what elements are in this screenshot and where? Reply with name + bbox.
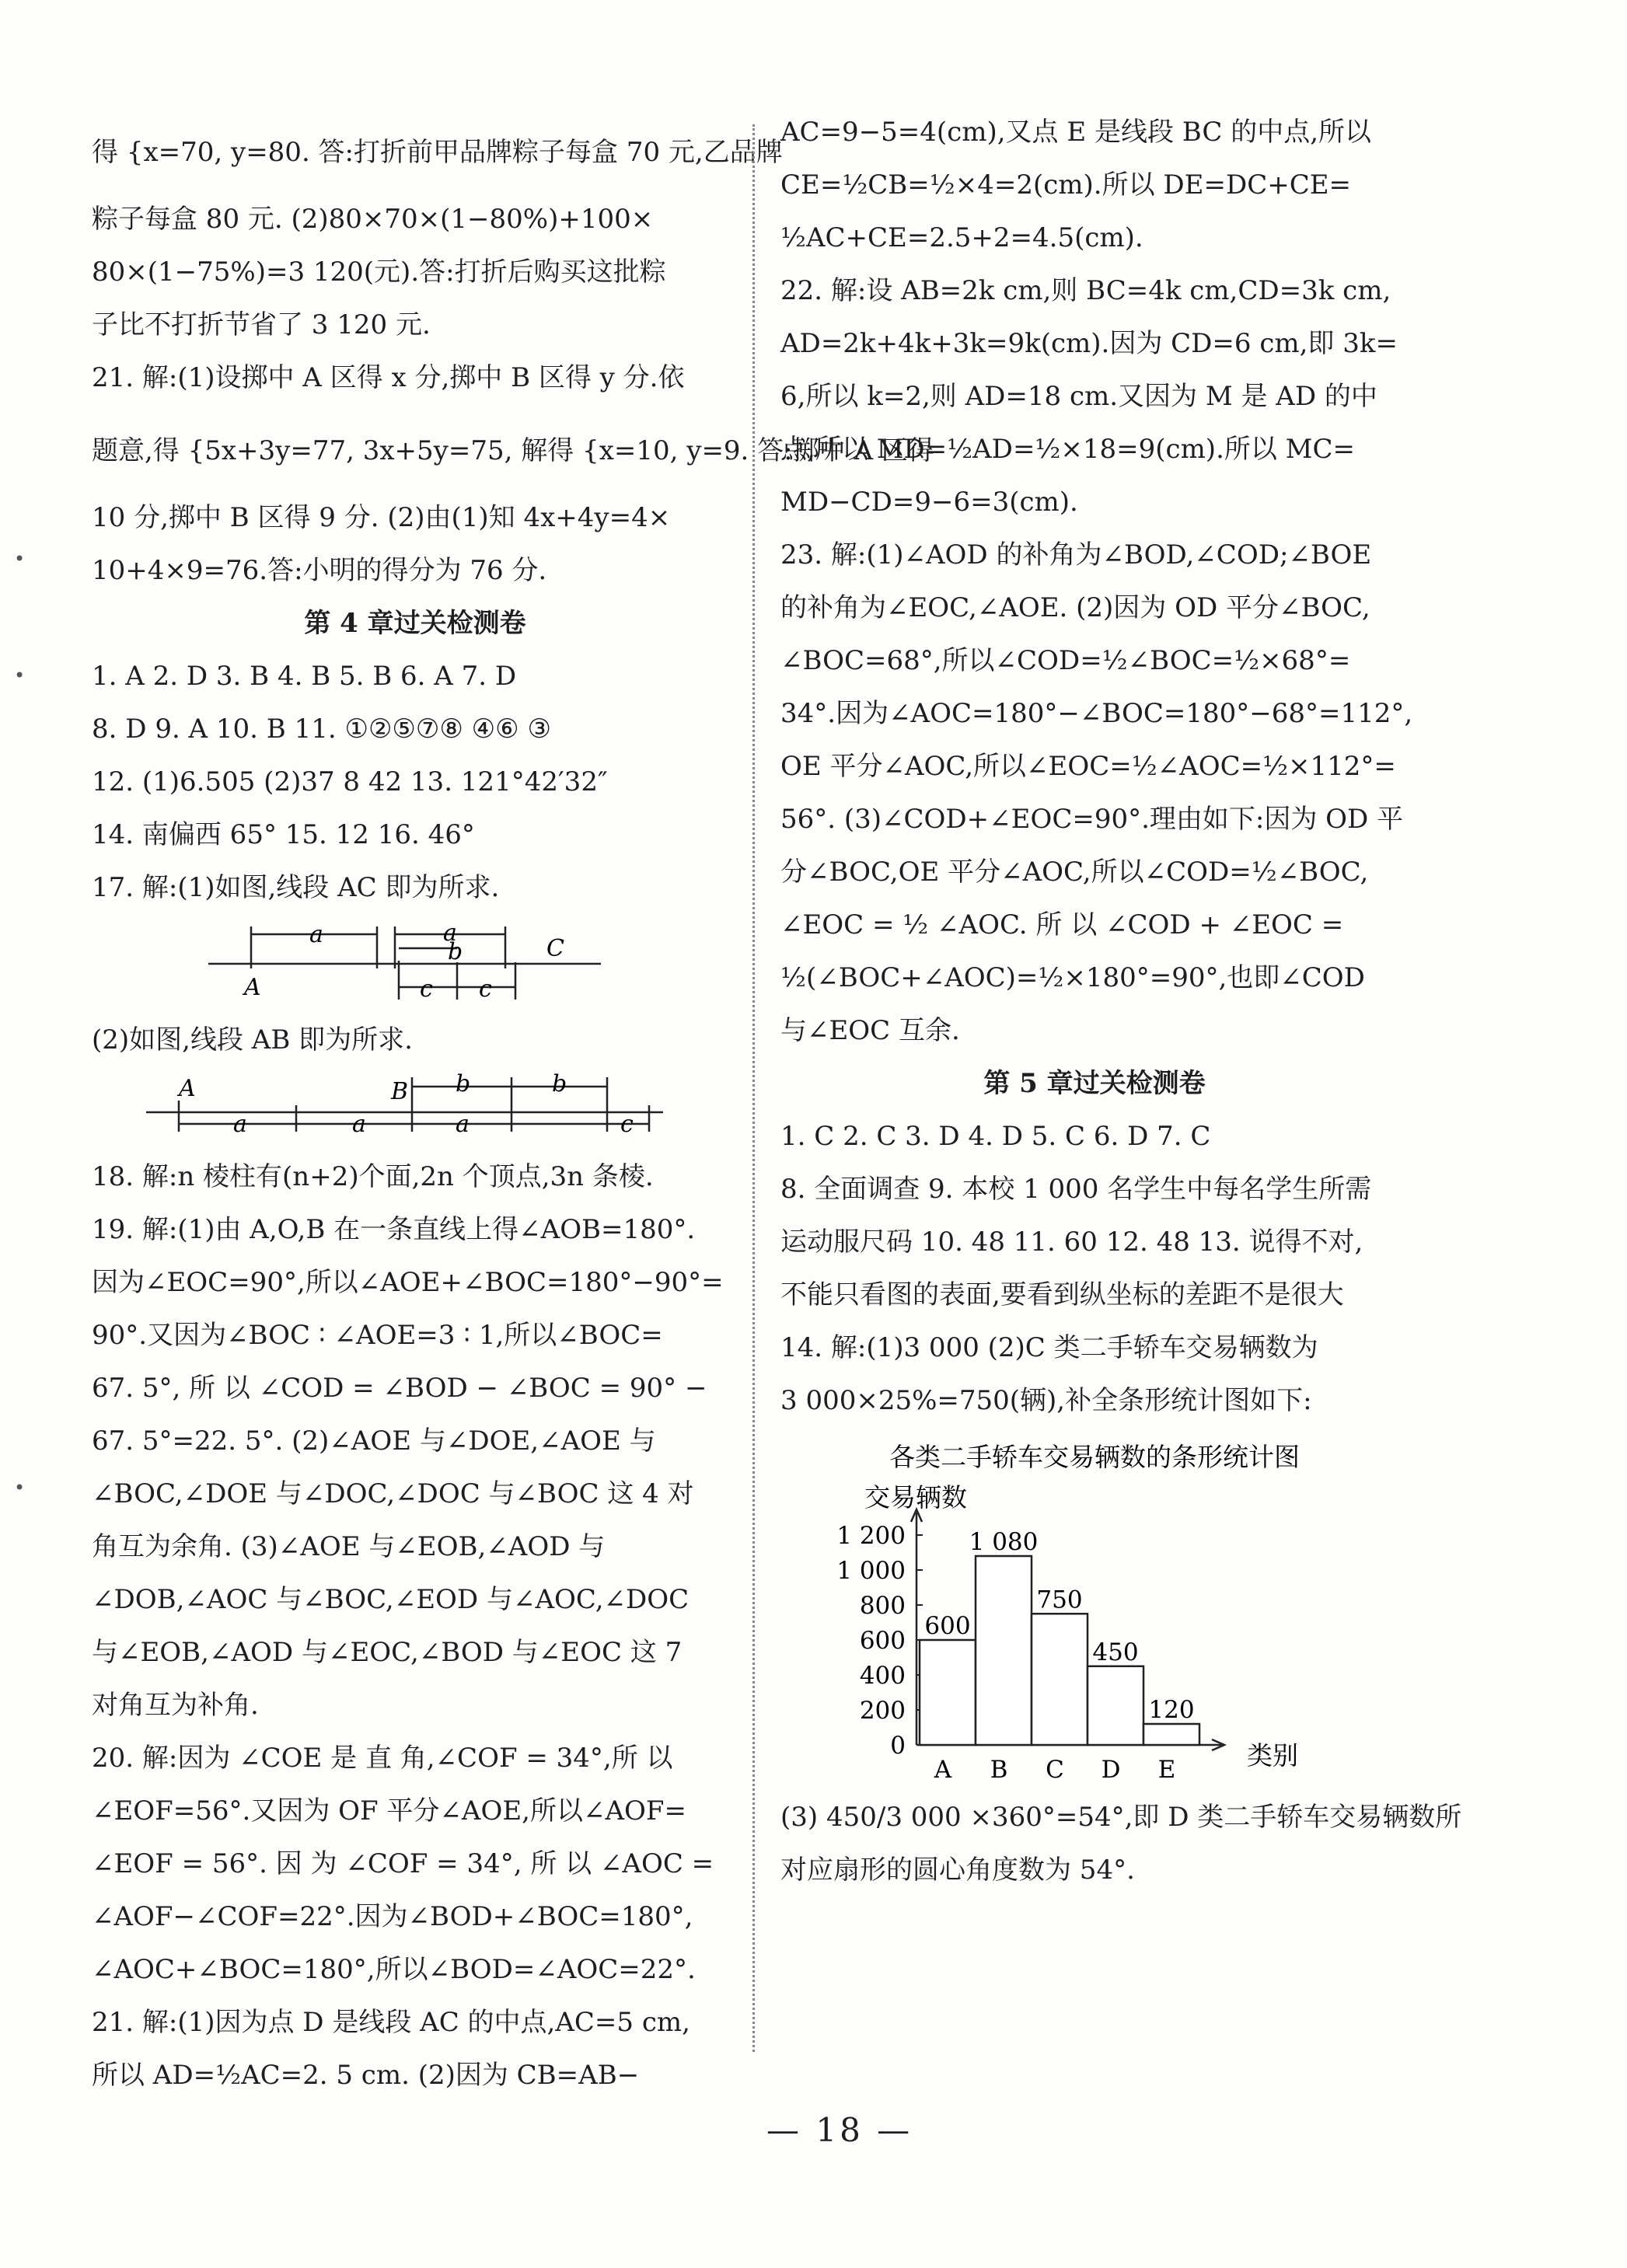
- text-line: 得 {x=70, y=80. 答:打折前甲品牌粽子每盒 70 元,乙品牌: [92, 137, 783, 168]
- text-line: (2)如图,线段 AB 即为所求.: [92, 1024, 413, 1055]
- text-line: ∠AOF−∠COF=22°.因为∠BOD+∠BOC=180°,: [92, 1901, 693, 1932]
- text-line: 34°.因为∠AOC=180°−∠BOC=180°−68°=112°,: [780, 698, 1413, 729]
- text-line: ½(∠BOC+∠AOC)=½×180°=90°,也即∠COD: [780, 962, 1365, 993]
- text-line: CE=½CB=½×4=2(cm).所以 DE=DC+CE=: [780, 169, 1352, 201]
- y-tick-label: 0: [890, 1732, 906, 1760]
- fig1-label: a: [309, 921, 323, 948]
- fig1-label: A: [244, 974, 261, 1001]
- text-line: 题意,得 {5x+3y=77, 3x+5y=75, 解得 {x=10, y=9. 答:掷中 A 区得: [92, 435, 934, 466]
- answer-line: 运动服尺码 10. 48 11. 60 12. 48 13. 说得不对,: [780, 1226, 1363, 1258]
- text-line: 22. 解:设 AB=2k cm,则 BC=4k cm,CD=3k cm,: [780, 275, 1391, 306]
- chart-marks: [920, 1528, 1199, 1784]
- text-line: 6,所以 k=2,则 AD=18 cm.又因为 M 是 AD 的中: [780, 381, 1377, 412]
- text-line: 粽子每盒 80 元. (2)80×70×(1−80%)+100×: [92, 204, 654, 235]
- text-line: 子比不打折节省了 3 120 元.: [92, 309, 431, 340]
- column-divider: [752, 124, 755, 2052]
- text-line: 角互为余角. (3)∠AOE 与∠EOB,∠AOD 与: [92, 1531, 606, 1562]
- text-line: 18. 解:n 棱柱有(n+2)个面,2n 个顶点,3n 条棱.: [92, 1161, 654, 1192]
- fig2-label: a: [352, 1111, 366, 1138]
- fig1-label: b: [448, 938, 463, 965]
- y-tick-label: 600: [859, 1627, 906, 1655]
- margin-dot: •: [14, 665, 26, 686]
- answer-line: 1. A 2. D 3. B 4. B 5. B 6. A 7. D: [92, 661, 517, 692]
- text-line: 3 000×25%=750(辆),补全条形统计图如下:: [780, 1385, 1312, 1416]
- segment-figure-2-svg: [92, 1070, 738, 1139]
- x-tick-label: A: [934, 1756, 952, 1784]
- text-line: 17. 解:(1)如图,线段 AC 即为所求.: [92, 872, 500, 903]
- bar-chart-svg: [780, 1438, 1409, 1784]
- text-line: 的补角为∠EOC,∠AOE. (2)因为 OD 平分∠BOC,: [780, 592, 1370, 623]
- answer-line: 8. D 9. A 10. B 11. ①②⑤⑦⑧ ④⑥ ③: [92, 714, 551, 745]
- bar-value-label: 120: [1148, 1696, 1195, 1724]
- right-column: [780, 117, 1462, 1907]
- bar-value-label: 750: [1036, 1586, 1083, 1614]
- text-line: 90°.又因为∠BOC ∶ ∠AOE=3 ∶ 1,所以∠BOC=: [92, 1320, 663, 1351]
- fig2-label: a: [456, 1111, 470, 1138]
- page-number: — 18 —: [766, 2111, 913, 2149]
- fig2-label: c: [620, 1111, 634, 1138]
- text-line: 21. 解:(1)设掷中 A 区得 x 分,掷中 B 区得 y 分.依: [92, 362, 685, 393]
- bar-E: [1143, 1724, 1199, 1745]
- text-line: (3) 450/3 000 ×360°=54°,即 D 类二手轿车交易辆数所: [780, 1802, 1462, 1833]
- text-line: AD=2k+4k+3k=9k(cm).因为 CD=6 cm,即 3k=: [780, 328, 1398, 359]
- margin-dot: •: [14, 1477, 26, 1499]
- x-tick-label: C: [1046, 1756, 1064, 1784]
- y-tick-label: 1 200: [836, 1522, 906, 1550]
- fig1-label: c: [479, 975, 492, 1003]
- answer-line: 14. 南偏西 65° 15. 12 16. 46°: [92, 819, 475, 850]
- y-tick-label: 200: [859, 1697, 906, 1725]
- bar-A: [920, 1640, 976, 1745]
- fig2-label: A: [179, 1075, 196, 1102]
- text-line: 与∠EOB,∠AOD 与∠EOC,∠BOD 与∠EOC 这 7: [92, 1637, 683, 1668]
- text-line: 对应扇形的圆心角度数为 54°.: [780, 1855, 1135, 1886]
- text-line: 点,所以 MD=½AD=½×18=9(cm).所以 MC=: [780, 434, 1356, 465]
- text-line: 10 分,掷中 B 区得 9 分. (2)由(1)知 4x+4y=4×: [92, 502, 671, 533]
- fig1-label: a: [443, 919, 457, 947]
- chart-x-axis-label: 类别: [1247, 1740, 1298, 1771]
- text-line: ∠BOC=68°,所以∠COD=½∠BOC=½×68°=: [780, 645, 1351, 676]
- bar-chart: [780, 1438, 1409, 1784]
- fig2-label: a: [233, 1111, 247, 1138]
- text-line: 56°. (3)∠COD+∠EOC=90°.理由如下:因为 OD 平: [780, 804, 1404, 835]
- fig2-label: B: [391, 1078, 409, 1105]
- text-line: AC=9−5=4(cm),又点 E 是线段 BC 的中点,所以: [780, 117, 1372, 148]
- fig1-label: c: [420, 975, 433, 1003]
- answer-line: 1. C 2. C 3. D 4. D 5. C 6. D 7. C: [780, 1121, 1211, 1152]
- text-line: ∠BOC,∠DOE 与∠DOC,∠DOC 与∠BOC 这 4 对: [92, 1478, 694, 1509]
- bar-value-label: 450: [1092, 1638, 1139, 1666]
- fig2-label: b: [552, 1070, 567, 1097]
- text-line: ∠EOF=56°.又因为 OF 平分∠AOE,所以∠AOF=: [92, 1795, 686, 1827]
- text-line: MD−CD=9−6=3(cm).: [780, 487, 1078, 518]
- text-line: 因为∠EOC=90°,所以∠AOE+∠BOC=180°−90°=: [92, 1267, 724, 1298]
- y-tick-label: 800: [859, 1592, 906, 1620]
- text-line: ∠DOB,∠AOC 与∠BOC,∠EOD 与∠AOC,∠DOC: [92, 1584, 690, 1615]
- y-tick-label: 400: [859, 1662, 906, 1690]
- text-line: 与∠EOC 互余.: [780, 1015, 960, 1046]
- text-line: 分∠BOC,OE 平分∠AOC,所以∠COD=½∠BOC,: [780, 857, 1369, 888]
- answer-line: 8. 全面调查 9. 本校 1 000 名学生中每名学生所需: [780, 1174, 1372, 1205]
- text-line: 10+4×9=76.答:小明的得分为 76 分.: [92, 555, 547, 586]
- x-tick-label: D: [1101, 1756, 1121, 1784]
- bar-D: [1088, 1666, 1143, 1745]
- y-tick-label: 1 000: [836, 1557, 906, 1585]
- margin-dot: •: [14, 548, 26, 570]
- fig2-label: b: [456, 1070, 471, 1097]
- answer-line: 12. (1)6.505 (2)37 8 42 13. 121°42′32″: [92, 766, 608, 797]
- bar-C: [1032, 1614, 1088, 1745]
- segment-figure-1-svg: [92, 919, 738, 1003]
- chart-y-axis-label: 交易辆数: [864, 1482, 967, 1513]
- text-line: 所以 AD=½AC=2. 5 cm. (2)因为 CB=AB−: [92, 2060, 640, 2091]
- text-line: 14. 解:(1)3 000 (2)C 类二手轿车交易辆数为: [780, 1332, 1318, 1363]
- segment-figure-1: [92, 919, 738, 1003]
- text-line: 67. 5°=22. 5°. (2)∠AOE 与∠DOE,∠AOE 与: [92, 1425, 656, 1457]
- section-heading-ch4: 第 4 章过关检测卷: [304, 608, 526, 639]
- x-tick-label: E: [1157, 1756, 1176, 1784]
- text-line: 19. 解:(1)由 A,O,B 在一条直线上得∠AOB=180°.: [92, 1214, 696, 1245]
- text-line: OE 平分∠AOC,所以∠EOC=½∠AOC=½×112°=: [780, 751, 1396, 782]
- fig1-label: C: [546, 935, 564, 962]
- text-line: ∠AOC+∠BOC=180°,所以∠BOD=∠AOC=22°.: [92, 1954, 696, 1985]
- text-line: 67. 5°, 所 以 ∠COD = ∠BOD − ∠BOC = 90° −: [92, 1373, 707, 1404]
- text-line: 对角互为补角.: [92, 1690, 259, 1721]
- text-line: 21. 解:(1)因为点 D 是线段 AC 的中点,AC=5 cm,: [92, 2007, 690, 2038]
- x-tick-label: B: [990, 1756, 1008, 1784]
- text-line: 23. 解:(1)∠AOD 的补角为∠BOD,∠COD;∠BOE: [780, 539, 1372, 570]
- text-line: ½AC+CE=2.5+2=4.5(cm).: [780, 222, 1143, 253]
- section-heading-ch5: 第 5 章过关检测卷: [983, 1068, 1206, 1099]
- bar-value-label: 600: [924, 1612, 971, 1640]
- text-line: ∠EOF = 56°. 因 为 ∠COF = 34°, 所 以 ∠AOC =: [92, 1848, 714, 1879]
- text-line: 20. 解:因为 ∠COE 是 直 角,∠COF = 34°,所 以: [92, 1743, 673, 1774]
- segment-figure-2: [92, 1070, 738, 1139]
- text-line: ∠EOC = ½ ∠AOC. 所 以 ∠COD + ∠EOC =: [780, 909, 1344, 940]
- bar-value-label: 1 080: [969, 1528, 1039, 1556]
- chart-title: 各类二手轿车交易辆数的条形统计图: [889, 1442, 1300, 1472]
- bar-B: [976, 1556, 1032, 1745]
- text-line: 80×(1−75%)=3 120(元).答:打折后购买这批粽: [92, 256, 666, 288]
- answer-line: 不能只看图的表面,要看到纵坐标的差距不是很大: [780, 1279, 1344, 1310]
